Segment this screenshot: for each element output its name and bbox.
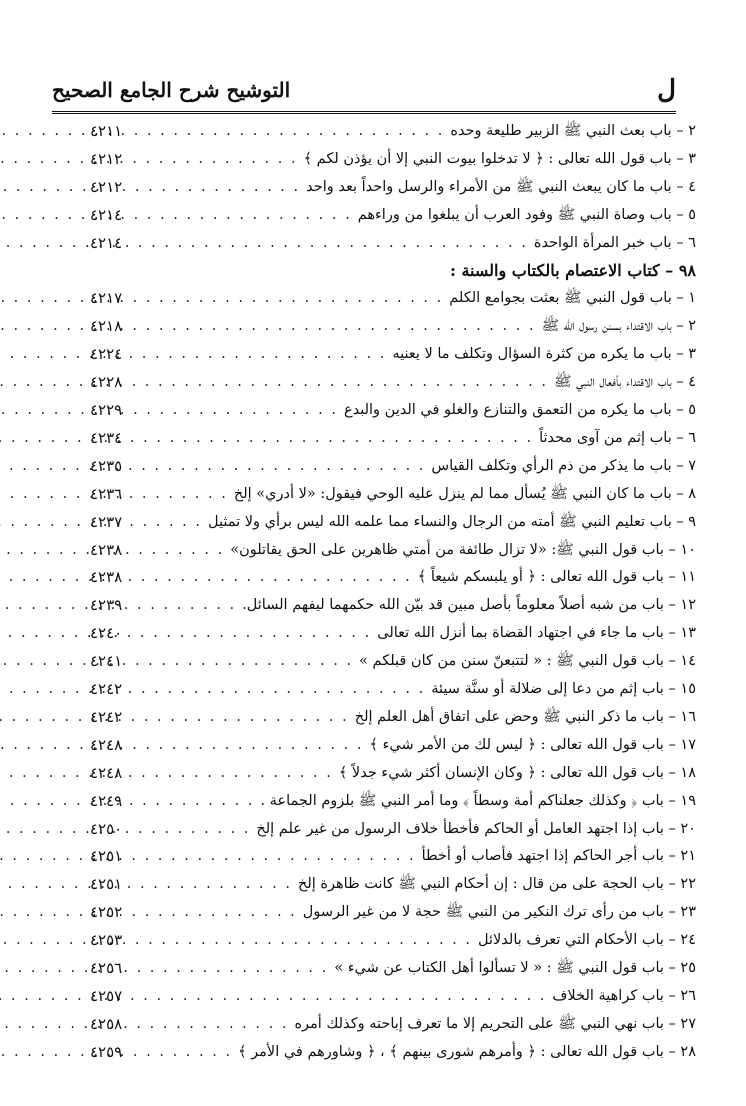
dot-leader	[0, 731, 364, 759]
page-header	[52, 70, 676, 110]
toc-entry-title: ١٠ – باب قول النبي ﷺ: «لا تزال طائفة من أمتي ظاهرين على الحق يقاتلون»	[230, 541, 696, 558]
dot-leader	[0, 926, 472, 954]
toc-entry-title: ٣ – باب ما يكره من كثرة السؤال وتكلف ما لا يعنيه	[392, 346, 696, 363]
dot-leader	[0, 619, 371, 647]
toc-entry-title: ٢١ – باب أجر الحاكم إذا اجتهد فأصاب أو أخطأ	[421, 848, 696, 865]
toc-entry-title: ١٣ – باب ما جاء في اجتهاد القضاة بما أنزل الله تعالى	[377, 625, 696, 642]
toc-page-number: ٤٢٥٧	[90, 986, 123, 1005]
toc-entry-title: ٢٠ – باب إذا اجتهد العامل أو الحاكم فأخطأ خلاف الرسول من غير علم إلخ	[256, 820, 696, 837]
toc-page-number: ٤٢٣٨	[90, 568, 123, 587]
toc-entry[interactable]	[90, 424, 696, 452]
dot-leader	[0, 563, 412, 591]
dot-leader	[0, 982, 546, 1010]
toc-entry-title: ٢٤ – باب الأحكام التي تعرف بالدلائل	[478, 932, 696, 949]
toc-entry-title: ٢٦ – باب كراهية الخلاف	[552, 987, 696, 1004]
toc-page-number: ٤٢٤٨	[90, 763, 123, 782]
dot-leader	[0, 759, 333, 787]
toc-page-number: ٤٢٤٢	[90, 707, 123, 726]
dot-leader	[0, 842, 416, 870]
toc-entry[interactable]	[90, 201, 696, 229]
toc-page-number: ٤٢١٨	[90, 317, 123, 336]
toc-entry-title: ٦ – باب إثم من آوى محدثاً	[539, 429, 696, 446]
toc-entry-title: ١٦ – باب ما ذكر النبي ﷺ وحض على اتفاق أهل العلم إلخ	[354, 708, 696, 725]
toc-entry[interactable]	[90, 284, 696, 312]
toc-entry-title: ١٨ – باب قول الله تعالى : ﴿ وكان الإنسان أكثر شيء جدلاً ﴾	[338, 764, 696, 781]
toc-entry-title: ٢٨ – باب قول الله تعالى : ﴿ وأمرهم شورى بينهم ﴾ ، ﴿ وشاورهم في الأمر ﴾	[238, 1043, 696, 1060]
dot-leader	[0, 452, 425, 480]
page-letter: ل	[657, 75, 676, 105]
toc-entry[interactable]	[90, 842, 696, 870]
toc-page-number: ٤٢١٢	[90, 149, 123, 168]
toc-page-number: ٤٢٤٢	[90, 680, 123, 698]
toc-page-number: ٤٢٥٨	[90, 1014, 123, 1033]
toc-entry[interactable]	[90, 759, 696, 787]
toc-entry[interactable]	[90, 563, 696, 591]
toc-entry[interactable]	[90, 452, 696, 480]
running-title: التوشيح شرح الجامع الصحيح	[52, 78, 291, 102]
toc-entry-title: ٥ – باب ما يكره من التعمق والتنازع والغلو في الدين والبدع	[343, 402, 696, 418]
toc-page-number: ٤٢١٤	[90, 233, 123, 252]
toc-entry[interactable]	[90, 675, 696, 703]
dot-leader	[0, 229, 528, 257]
dot-leader	[0, 703, 349, 731]
book-heading: ٩٨ – كتاب الاعتصام بالكتاب والسنة :	[449, 260, 696, 280]
toc-entry[interactable]	[90, 508, 696, 536]
toc-entry-title: ١٧ – باب قول الله تعالى : ﴿ ليس لك من الأمر شيء ﴾	[369, 736, 696, 753]
toc-page-number: ٤٢٥١	[90, 875, 123, 894]
toc-entry-title: ١٤ – باب قول النبي ﷺ : « لتتبعنّ سنن من كان قبلكم »	[359, 653, 696, 670]
dot-leader	[0, 424, 533, 452]
toc-entry-title: ٤ – باب ما كان يبعث النبي ﷺ من الأمراء والرسل واحداً بعد واحد	[306, 178, 696, 195]
toc-entry-title: ١٥ – باب إثم من دعا إلى ضلالة أو سنَّة سيئة	[431, 681, 696, 697]
dot-leader	[0, 675, 425, 703]
toc-entry-title: ٢٧ – باب نهي النبي ﷺ على التحريم إلا ما تعرف إباحته وكذلك أمره	[294, 1015, 696, 1032]
dot-leader	[0, 201, 352, 229]
toc-entry-title: ٨ – باب ما كان النبي ﷺ يُسأل مما لم ينزل عليه الوحي فيقول: «لا أدري» إلخ	[233, 485, 696, 502]
toc-entry-title: ١٩ – باب ﴿ وكذلك جعلناكم أمة وسطاً ﴾ وما أمر النبي ﷺ بلزوم الجماعة .	[260, 792, 696, 809]
toc-page-number: ٤٢٥٢	[90, 903, 123, 922]
toc-entry-title: ٩ – باب تعليم النبي ﷺ أمته من الرجال والنساء مما علمه الله ليس برأي ولا تمثيل	[208, 513, 696, 530]
toc-entry[interactable]	[90, 619, 696, 647]
toc-page-number: ٤٢٣٨	[90, 540, 123, 559]
toc-entry-title: ٦ – باب خبر المرأة الواحدة	[533, 234, 696, 251]
toc-page-number: ٤٢٣٥	[90, 456, 123, 475]
toc-page-number: ٤٢٤٩	[90, 791, 123, 810]
toc-entry[interactable]	[90, 591, 696, 619]
dot-leader	[0, 340, 386, 368]
dot-leader	[0, 647, 353, 675]
toc-entry-title: ٢٥ – باب قول النبي ﷺ : « لا تسألوا أهل الكتاب عن شيء »	[334, 960, 696, 976]
toc-entry[interactable]	[90, 647, 696, 675]
toc-entry-title: ٧ – باب ما يذكر من ذم الرأي وتكلف القياس	[431, 457, 696, 474]
dot-leader	[0, 117, 444, 145]
toc-entry[interactable]	[90, 536, 696, 564]
toc-page-number: ٤٢١١	[90, 122, 123, 140]
toc-entry-title: ٥ – باب وصاة النبي ﷺ وفود العرب أن يبلغوا من وراءهم	[357, 206, 696, 223]
toc-page-number: ٤٢٣٧	[90, 512, 123, 531]
toc-page-number: ٤٢٥٩	[90, 1042, 123, 1061]
toc-page-number: ٤٢٥١	[90, 847, 123, 866]
toc-page-number: ٤٢٥٣	[90, 931, 123, 950]
toc-entry[interactable]	[90, 117, 696, 145]
toc-entry[interactable]	[90, 898, 696, 926]
toc-page-number: ٤٢٥٦	[90, 959, 123, 977]
toc-entry[interactable]	[90, 340, 696, 368]
toc-entry[interactable]	[90, 1038, 696, 1066]
toc-entry-title: ٢٢ – باب الحجة على من قال : إن أحكام النبي ﷺ كانت ظاهرة إلخ	[298, 876, 696, 893]
toc-page-number: ٤٢٤٨	[90, 735, 123, 754]
toc-page-number: ٤٢٤١	[90, 652, 123, 671]
dot-leader	[0, 954, 328, 982]
toc-entry-title: ٢ – باب الاقتداء بسنن رسول الله ﷺ	[541, 318, 696, 335]
toc-entry[interactable]	[90, 312, 696, 340]
toc-entry[interactable]	[90, 954, 696, 982]
toc-entry[interactable]	[90, 815, 696, 843]
toc-entry[interactable]	[90, 982, 696, 1010]
toc-entry[interactable]	[90, 229, 696, 257]
toc-entry-title: ٢٣ – باب من رأى ترك النكير من النبي ﷺ حجة لا من غير الرسول	[302, 904, 696, 921]
toc-page-number: ٤٢٤٠	[90, 624, 123, 643]
toc-entry[interactable]	[90, 480, 696, 508]
toc-page-number: ٤٢٢٩	[90, 401, 123, 419]
toc-entry[interactable]	[90, 926, 696, 954]
toc-entry-title: ١١ – باب قول الله تعالى : ﴿ أو يلبسكم شيعاً ﴾	[417, 569, 696, 586]
toc-page-number: ٤٢٣٦	[90, 484, 123, 503]
toc-page-number: ٤٢١٤	[90, 205, 123, 224]
toc-entry-title: ٣ – باب قول الله تعالى : ﴿ لا تدخلوا بيوت النبي إلا أن يؤذن لكم ﴾	[303, 150, 696, 167]
toc-entry[interactable]	[90, 1010, 696, 1038]
dot-leader	[0, 396, 338, 424]
toc-entry[interactable]	[90, 368, 696, 396]
header-rule	[52, 111, 676, 114]
toc-entry-title: ٢ – باب بعث النبي ﷺ الزبير طليعة وحده	[450, 123, 696, 139]
toc-entry-title: ١٢ – باب من شبه أصلاً معلوماً بأصل مبين قد بيّن الله حكمهما ليفهم السائل.	[242, 597, 696, 614]
toc-page-number: ٤٢٢٨	[90, 373, 123, 392]
toc-page-number: ٤٢١٧	[90, 289, 123, 308]
toc-page-number: ٤٢٣٩	[90, 596, 123, 615]
toc-page-number: ٤٢٥٠	[90, 819, 123, 838]
toc-entry[interactable]	[90, 703, 696, 731]
dot-leader	[0, 368, 548, 396]
toc-entry-title: ٤ – باب الاقتداء بأفعال النبي ﷺ	[553, 374, 696, 391]
toc-entry[interactable]	[90, 787, 696, 815]
toc-entry[interactable]	[90, 396, 696, 424]
toc-entry[interactable]	[90, 870, 696, 898]
toc-entry-title: ١ – باب قول النبي ﷺ بعثت بجوامع الكلم	[449, 290, 696, 307]
toc-page-number: ٤٢٣٤	[90, 428, 123, 447]
toc-entry[interactable]	[90, 731, 696, 759]
toc-page-number: ٤٢٢٤	[90, 345, 123, 364]
dot-leader	[0, 284, 443, 312]
toc-page-number: ٤٢١٢	[90, 177, 123, 196]
dot-leader	[0, 312, 536, 340]
toc-entry[interactable]	[90, 145, 696, 173]
toc-entry[interactable]	[90, 173, 696, 201]
